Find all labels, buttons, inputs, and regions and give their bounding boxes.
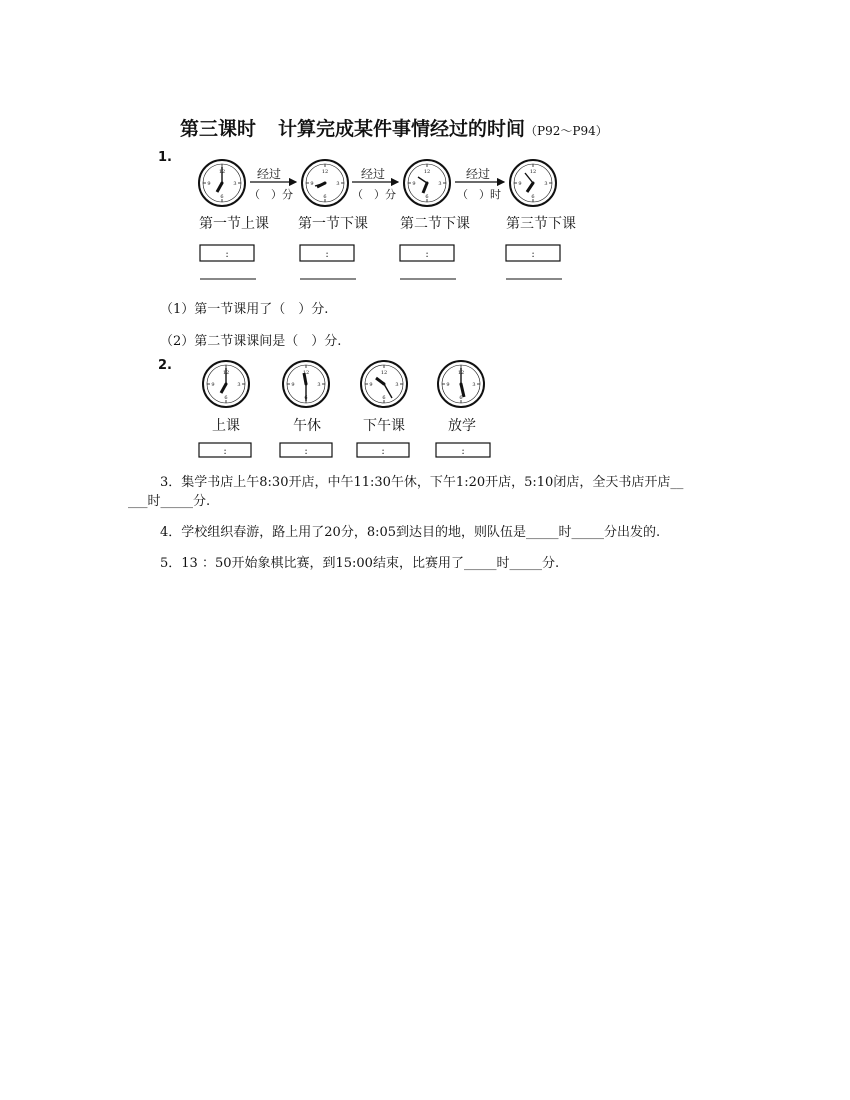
q1-clock-1-label: 第一节上课 (199, 216, 269, 232)
q1-time-box-1-colon: : (225, 249, 229, 260)
question-1-number: 1. (158, 150, 172, 165)
clock-numeral-12: 12 (457, 370, 465, 376)
clock-numeral-9: 9 (412, 181, 416, 187)
clock-numeral-12: 12 (302, 370, 310, 376)
q2-clock-2 (283, 361, 329, 407)
clock-numeral-9: 9 (207, 181, 211, 187)
q2-clock-1-label: 上课 (212, 418, 240, 434)
clock-numeral-9: 9 (310, 181, 314, 187)
q2-clock-4 (438, 361, 484, 407)
q1-clock-4-label: 第三节下课 (506, 216, 576, 232)
q1-clock-4 (510, 160, 556, 206)
clock-numeral-9: 9 (446, 382, 450, 388)
clock-numeral-3: 3 (336, 181, 340, 187)
q2-answer-boxes (199, 443, 490, 457)
q1-arrow-2 (352, 166, 398, 201)
q1-arrow-3 (455, 166, 504, 201)
q1-clock-3 (404, 160, 450, 206)
arrow-bottom-label: （ ）分 (352, 188, 396, 201)
arrow-bottom-label: （ ）分 (249, 188, 293, 201)
clock-numeral-3: 3 (317, 382, 321, 388)
q1-time-box-2-colon: : (325, 249, 329, 260)
arrow-bottom-label: （ ）时 (457, 188, 501, 201)
q1-caption-row (199, 215, 576, 232)
clock-numeral-9: 9 (291, 382, 295, 388)
clock-numeral-6: 6 (382, 395, 386, 401)
q1-time-box-3-colon: : (425, 249, 429, 260)
q2-time-box-3-colon: : (381, 446, 385, 457)
clock-numeral-6: 6 (304, 395, 308, 401)
question-4: 4．学校组织春游，路上用了20分，8:05到达目的地，则队伍是_____时_____分出发的. (160, 525, 661, 540)
q2-caption-row (212, 418, 476, 434)
clock-numeral-6: 6 (323, 194, 327, 200)
clock-numeral-9: 9 (518, 181, 522, 187)
clock-numeral-9: 9 (369, 382, 373, 388)
question-5: 5．13 ：50开始象棋比赛，到15:00结束，比赛用了_____时_____分. (160, 556, 560, 571)
arrow-top-label: 经过 (256, 167, 282, 181)
clock-numeral-3: 3 (438, 181, 442, 187)
title-lesson: 第三课时 (180, 118, 257, 140)
title-page-ref: （P92～P94） (525, 124, 608, 138)
q2-clock-2-label: 午休 (293, 418, 321, 434)
q1-answer-boxes (200, 245, 560, 261)
clock-numeral-12: 12 (321, 169, 329, 175)
question-3-line-1: 3．集学书店上午8:30开店，中午11:30午休，下午1:20开店，5:10闭店，全天书店开店__ (160, 475, 684, 490)
clock-numeral-6: 6 (425, 194, 429, 200)
q2-clock-3 (361, 361, 407, 407)
arrow-top-label: 经过 (360, 167, 386, 181)
q1-clock-3-label: 第二节下课 (400, 216, 470, 232)
q1-clock-1 (199, 160, 245, 206)
clock-numeral-3: 3 (395, 382, 399, 388)
clock-numeral-9: 9 (211, 382, 215, 388)
clock-numeral-6: 6 (459, 395, 463, 401)
q2-time-box-1-colon: : (223, 446, 227, 457)
clock-numeral-6: 6 (224, 395, 228, 401)
q1-time-box-4-colon: : (531, 249, 535, 260)
clock-numeral-12: 12 (222, 370, 230, 376)
q2-time-box-2-colon: : (304, 446, 308, 457)
q1-arrow-1 (249, 166, 296, 201)
clock-numeral-12: 12 (218, 169, 226, 175)
q2-time-box-4-colon: : (461, 446, 465, 457)
q2-clock-3-label: 下午课 (363, 418, 405, 434)
question-2-number: 2. (158, 358, 172, 373)
clock-numeral-6: 6 (220, 194, 224, 200)
q1-subquestion-2: （2）第二节课课间是（ ）分. (160, 334, 342, 349)
clock-numeral-12: 12 (529, 169, 537, 175)
title-topic: 计算完成某件事情经过的时间 (278, 118, 526, 140)
question-3-line-2: ___时_____分. (128, 494, 211, 509)
q2-clock-1 (203, 361, 249, 407)
clock-numeral-3: 3 (472, 382, 476, 388)
q1-clock-2 (302, 160, 348, 206)
clock-numeral-12: 12 (423, 169, 431, 175)
clock-numeral-3: 3 (233, 181, 237, 187)
q1-subquestion-1: （1）第一节课用了（ ）分. (160, 302, 329, 317)
clock-numeral-3: 3 (544, 181, 548, 187)
arrow-top-label: 经过 (465, 167, 491, 181)
clock-numeral-6: 6 (531, 194, 535, 200)
q1-clock-2-label: 第一节下课 (298, 216, 368, 232)
clock-numeral-12: 12 (380, 370, 388, 376)
clock-numeral-3: 3 (237, 382, 241, 388)
q2-clock-4-label: 放学 (448, 418, 476, 434)
